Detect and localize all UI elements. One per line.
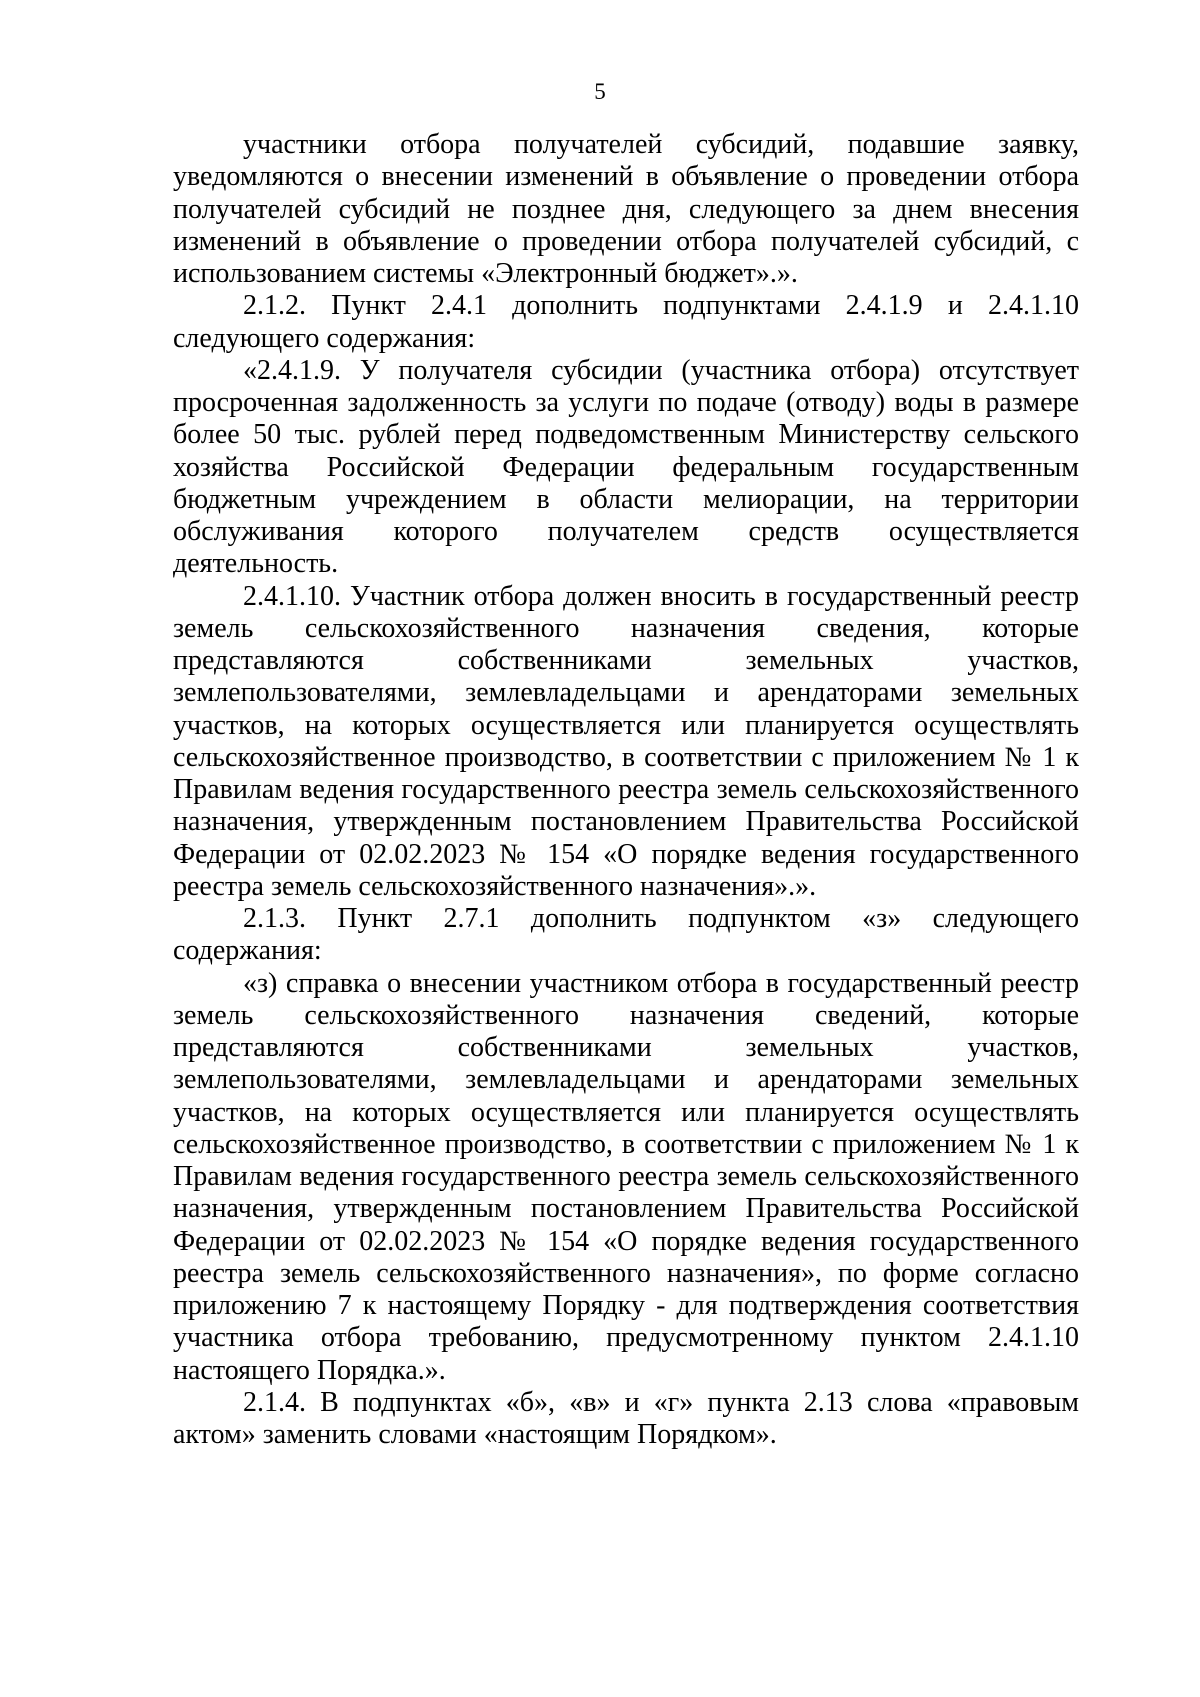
paragraph-2-1-3: 2.1.3. Пункт 2.7.1 дополнить подпунктом «з» следующего содержания:	[173, 903, 1079, 967]
document-body	[173, 129, 1079, 1451]
paragraph-2-1-4: 2.1.4. В подпунктах «б», «в» и «г» пункта 2.13 слова «правовым актом» заменить словами «настоящим Порядком».	[173, 1386, 1079, 1450]
paragraph-2-1-2: 2.1.2. Пункт 2.4.1 дополнить подпунктами 2.4.1.9 и 2.4.1.10 следующего содержания:	[173, 290, 1079, 354]
page-number: 5	[594, 79, 606, 104]
paragraph-subpoint-z: «з) справка о внесении участником отбора в государственный реестр земель сельскохозяйственного назначения сведений, которые представляются собственниками земельных участков, землепользователями, землевладельцами и арендаторами земельных участков, на которых осуществляется или планируется осуществлять сельскохозяйственное производство, в соответствии с приложением № 1 к Правилам ведения государственного реестра земель сельскохозяйственного назначения, утвержденным постановлением Правительства Российской Федерации от 02.02.2023 № 154 «О порядке ведения государственного реестра земель сельскохозяйственного назначения», по форме согласно приложению 7 к настоящему Порядку - для подтверждения соответствия участника отбора требованию, предусмотренному пунктом 2.4.1.10 настоящего Порядка.».	[173, 967, 1079, 1386]
paragraph-2-4-1-10: 2.4.1.10. Участник отбора должен вносить в государственный реестр земель сельскохозяйственного назначения сведения, которые представляются собственниками земельных участков, землепользователями, землевладельцами и арендаторами земельных участков, на которых осуществляется или планируется осуществлять сельскохозяйственное производство, в соответствии с приложением № 1 к Правилам ведения государственного реестра земель сельскохозяйственного назначения, утвержденным постановлением Правительства Российской Федерации от 02.02.2023 № 154 «О порядке ведения государственного реестра земель сельскохозяйственного назначения».».	[173, 580, 1079, 902]
paragraph-2-4-1-9: «2.4.1.9. У получателя субсидии (участника отбора) отсутствует просроченная задолженность за услуги по подаче (отводу) воды в размере более 50 тыс. рублей перед подведомственным Министерству сельского хозяйства Российской Федерации федеральным государственным бюджетным учреждением в области мелиорации, на территории обслуживания которого получателем средств осуществляется деятельность.	[173, 354, 1079, 580]
paragraph-notification: участники отбора получателей субсидий, подавшие заявку, уведомляются о внесении изменений в объявление о проведении отбора получателей субсидий не позднее дня, следующего за днем внесения изменений в объявление о проведении отбора получателей субсидий, с использованием системы «Электронный бюджет».».	[173, 129, 1079, 289]
